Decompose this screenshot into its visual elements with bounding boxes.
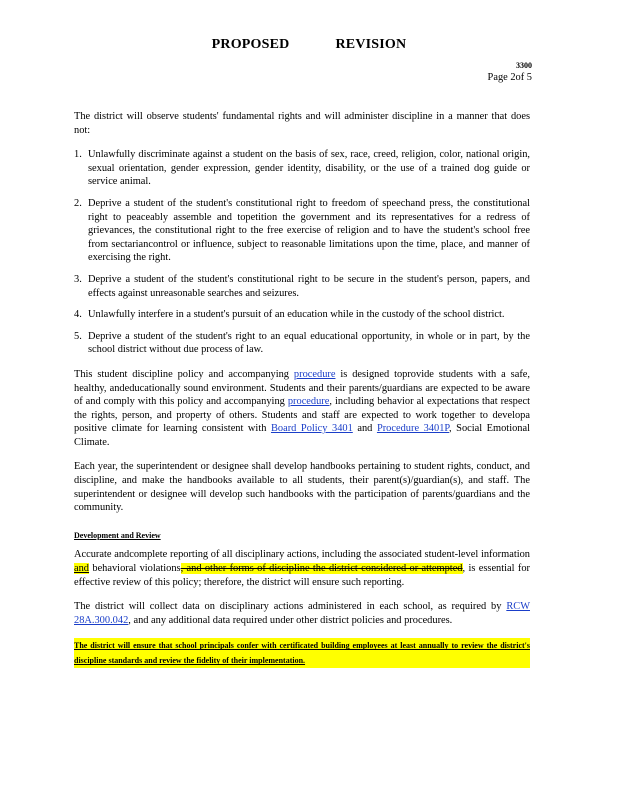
policy-purpose-paragraph [74, 368, 530, 450]
list-number: 3. [74, 273, 82, 285]
list-number: 5. [74, 330, 82, 342]
handbook-paragraph: Each year, the superintendent or designee shall develop handbooks pertaining to student rights, conduct, and discipline, and make the handbooks available to all students, their parent(s)/guardian(s), and staff. The superintendent or designee will develop such handbooks with the participation of parents/guardians and the community. [74, 461, 530, 514]
page-number: Page 2of 5 [487, 72, 532, 83]
list-text: Unlawfully interfere in a student's pursuit of an education while in the custody of the school district. [88, 309, 505, 321]
data-collection-paragraph [74, 600, 530, 627]
list-item [74, 148, 530, 189]
rights-list [74, 148, 530, 357]
list-number: 2. [74, 197, 82, 209]
deleted-text: , and other forms of discipline the district considered or attempted [180, 563, 463, 575]
rcw-link[interactable]: RCW 28A.300.042 [74, 601, 530, 626]
list-item [74, 197, 530, 265]
list-item [74, 330, 530, 357]
text-run: is designed toprovide students with a safe, healthy, andeducationally sound environment. Students and their parents/guardians are expected to be aware of and comply with this policy and accompanying [74, 368, 530, 408]
intro-paragraph: The district will observe students' fundamental rights and will administer discipline in a manner that does not: [74, 111, 530, 136]
list-item [74, 308, 530, 322]
list-number: 4. [74, 309, 82, 321]
procedure-link[interactable]: procedure [287, 396, 330, 408]
text-run: This student discipline policy and accompanying [74, 368, 289, 380]
list-item [74, 273, 530, 300]
list-text: Deprive a student of the student's right to an equal educational opportunity, in whole or in part, by the school district without due process of law. [88, 330, 530, 356]
policy-number: 3300 [516, 61, 532, 70]
list-text: Unlawfully discriminate against a student on the basis of sex, race, creed, religion, color, national origin, sexual orientation, gender expression, gender identity, disability, or the use of a trained dog guide or service animal. [88, 149, 530, 188]
procedure-3401p-link[interactable]: Procedure 3401P [376, 423, 450, 435]
highlighted-inserted-paragraph: The district will ensure that school principals confer with certificated building employees at least annually to review the district's discipline standards and review the fidelity of their implementation. [74, 638, 530, 668]
text-run: , including behavior al expectations that respect the rights, person, and property of others. Students and staff are expected to work together to developa positive climate for learning consistent with [74, 396, 530, 435]
list-number: 1. [74, 149, 82, 161]
text-run: and [357, 423, 373, 435]
section-heading: Development and Review [74, 530, 161, 540]
text-run: , is essential for effective review of this policy; therefore, the district will ensure such reporting. [74, 563, 530, 588]
procedure-link[interactable]: procedure [293, 368, 336, 380]
document-body [74, 110, 530, 679]
title-word-revision: REVISION [335, 37, 407, 52]
text-run: Accurate andcomplete reporting of all disciplinary actions, including the associated student-level information [74, 549, 530, 561]
text-run: , and any additional data required under other district policies and procedures. [128, 614, 453, 626]
page-title [0, 38, 618, 52]
inserted-text: and [74, 563, 90, 575]
title-word-proposed: PROPOSED [211, 37, 290, 52]
list-text: Deprive a student of the student's constitutional right to freedom of speechand press, the constitutional right to peaceably assemble and topetition the government and its representatives for a redress of grievances, the constitutional right to the free exercise of religion and to have the student's school free from sectariancontrol or influence, subject to reasonable limitations upon the time, place, and manner of exercising the right. [88, 197, 530, 264]
board-policy-3401-link[interactable]: Board Policy 3401 [270, 423, 353, 435]
text-run: The district will collect data on disciplinary actions administered in each school, as required by [74, 601, 502, 613]
reporting-paragraph [74, 548, 530, 589]
text-run: behavioral violations [92, 563, 181, 575]
list-text: Deprive a student of the student's constitutional right to be secure in the student's person, papers, and effects against unreasonable searches and seizures. [88, 273, 530, 299]
text-run: , Social Emotional Climate. [74, 423, 530, 448]
